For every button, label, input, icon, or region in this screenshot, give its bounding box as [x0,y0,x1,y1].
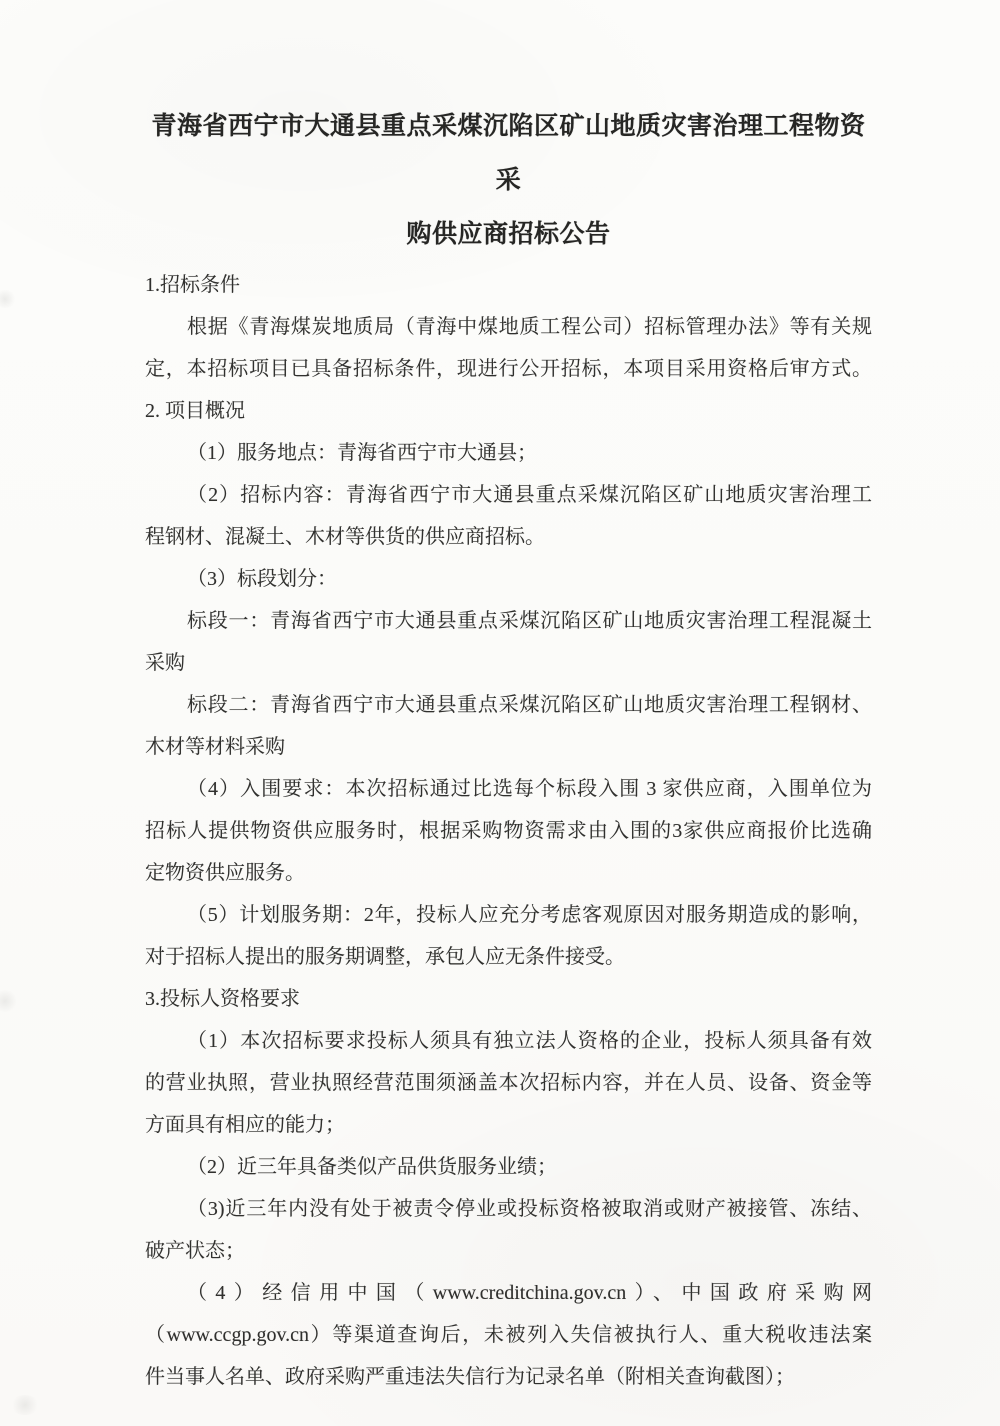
document-body [145,264,872,1398]
doc-line: （2）招标内容：青海省西宁市大通县重点采煤沉陷区矿山地质灾害治理工 [187,484,872,506]
doc-line: 标段一：青海省西宁市大通县重点采煤沉陷区矿山地质灾害治理工程混凝土 [187,610,872,632]
doc-line: （4）入围要求：本次招标通过比选每个标段入围 3 家供应商，入围单位为 [187,778,872,800]
section-2-heading: 2. 项目概况 [145,400,245,422]
doc-line: 对于招标人提出的服务期调整，承包人应无条件接受。 [145,946,625,968]
doc-line: 标段二：青海省西宁市大通县重点采煤沉陷区矿山地质灾害治理工程钢材、 [187,694,872,716]
doc-line: 根据《青海煤炭地质局（青海中煤地质工程公司）招标管理办法》等有关规 [187,316,872,338]
document-title-line-2: 购供应商招标公告 [406,221,611,248]
doc-line: （www.ccgp.gov.cn）等渠道查询后，未被列入失信被执行人、重大税收违法案 [145,1324,872,1346]
doc-line: （4）经信用中国（www.creditchina.gov.cn）、中国政府采购网 [187,1282,872,1304]
doc-line: 件当事人名单、政府采购严重违法失信行为记录名单（附相关查询截图）； [145,1366,795,1388]
doc-line: （3)近三年内没有处于被责令停业或投标资格被取消或财产被接管、冻结、 [187,1198,872,1220]
scan-smudge [10,1395,40,1415]
doc-line: 破产状态； [145,1240,245,1262]
doc-line: （5）计划服务期：2年，投标人应充分考虑客观原因对服务期造成的影响， [187,904,872,926]
doc-line: 程钢材、混凝土、木材等供货的供应商招标。 [145,526,545,548]
doc-line: 招标人提供物资供应服务时，根据采购物资需求由入围的3家供应商报价比选确 [145,820,872,842]
doc-line: 的营业执照，营业执照经营范围须涵盖本次招标内容，并在人员、设备、资金等 [145,1072,872,1094]
doc-line: （3）标段划分： [187,568,337,590]
section-3-heading: 3.投标人资格要求 [145,988,300,1010]
scan-smudge [0,290,16,308]
doc-line: 定，本招标项目已具备招标条件，现进行公开招标，本项目采用资格后审方式。 [145,358,872,380]
document-content [145,100,872,1398]
doc-line: （2）近三年具备类似产品供货服务业绩； [187,1156,557,1178]
doc-line: 采购 [145,652,185,674]
section-1-heading: 1.招标条件 [145,274,240,296]
doc-line: （1）本次招标要求投标人须具有独立法人资格的企业，投标人须具备有效 [187,1030,872,1052]
document-title [145,100,872,262]
document-title-line-1: 青海省西宁市大通县重点采煤沉陷区矿山地质灾害治理工程物资采 [151,113,866,194]
doc-line: 方面具有相应的能力； [145,1114,345,1136]
doc-line: 木材等材料采购 [145,736,285,758]
scan-smudge [0,990,18,1012]
doc-line: 定物资供应服务。 [145,862,305,884]
doc-line: （1）服务地点：青海省西宁市大通县； [187,442,537,464]
